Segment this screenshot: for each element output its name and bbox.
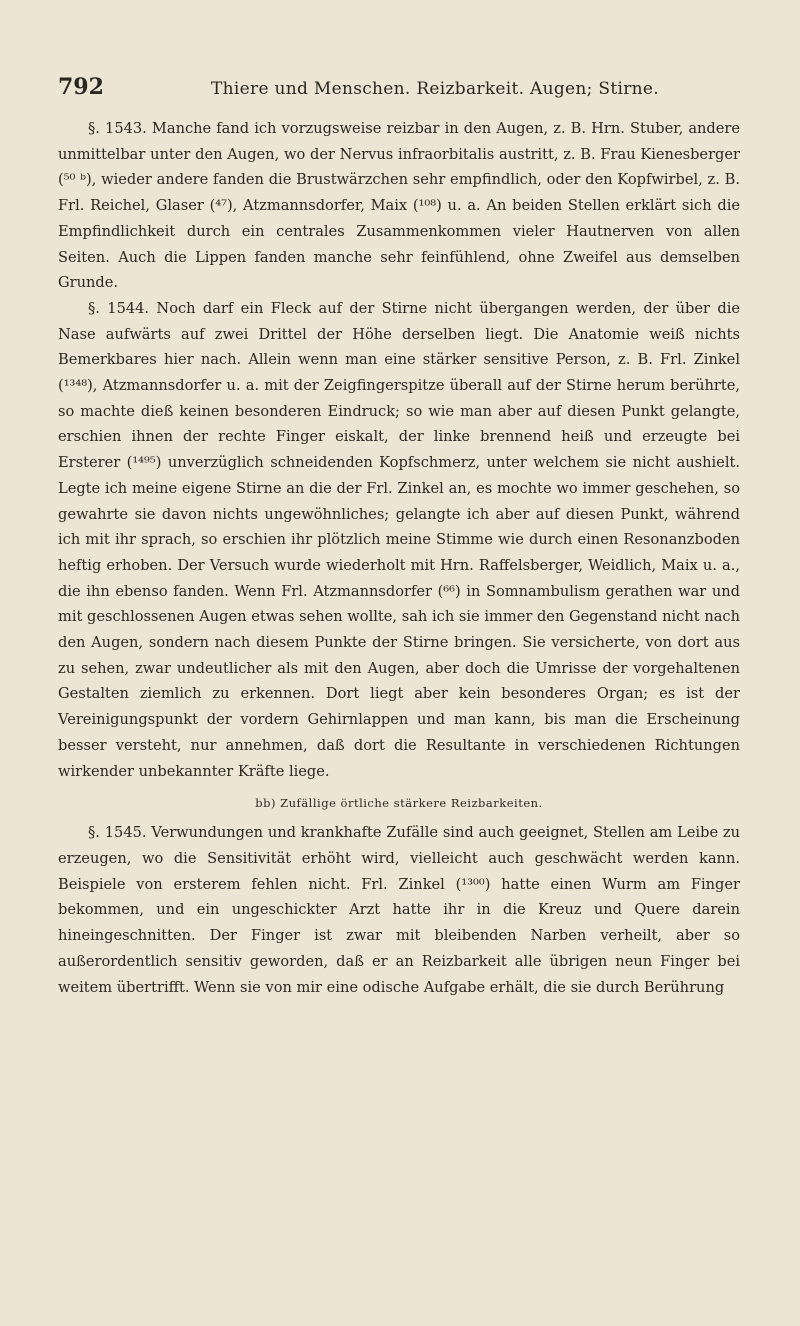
paragraph-text: Manche fand ich vorzugsweise reizbar in den Augen, z. B. Hrn. Stuber, andere unmittelbar unter den Augen, wo der Nervus infraorbitalis austritt, z. B. Frau Kienesberger (⁵⁰ ᵇ), wieder andere fanden die Brustwärzchen sehr empfindlich, oder den Kopfwirbel, z. B. Frl. Reichel, Glaser (⁴⁷), Atzmannsdorfer, Maix (¹⁰⁸) u. a. An beiden Stellen erklärt sich die Empfindlichkeit durch ein centrales Zusammenkommen vieler Hautnerven von allen Seiten. Auch die Lippen fanden manche sehr feinfühlend, ohne Zweifel aus demselben Grunde. [58,120,741,292]
page-header [58,74,740,100]
paragraph-text: Verwundungen und krankhafte Zufälle sind auch geeignet, Stellen am Leibe zu erzeugen, wo die Sensitivität erhöht wird, vielleicht auch geschwächt werden kann. Beispiele von ersterem fehlen nicht. Frl. Zinkel (¹³⁰⁰) hatte einen Wurm am Finger bekommen, und ein ungeschickter Arzt hatte ihr in die Kreuz und Quere darein hineingeschnitten. Der Finger ist zwar mit bleibenden Narben verheilt, aber so außerordentlich sensitiv geworden, daß er an Reizbarkeit alle übrigen neun Finger bei weitem übertrifft. Wenn sie von mir eine odische Aufgabe erhält, die sie durch Berührung [58,824,740,996]
section-number: §. 1543. [88,120,147,137]
paragraph-1545 [58,820,740,1000]
paragraph-1543 [58,116,740,296]
paragraph-1544 [58,296,740,784]
section-number: §. 1545. [88,824,147,842]
running-title: Thiere und Menschen. Reizbarkeit. Augen; Stirne. [211,79,659,99]
page-number: 792 [58,74,104,100]
section-number: §. 1544. [88,299,150,317]
paragraph-text: Noch darf ein Fleck auf der Stirne nicht übergangen werden, der über die Nase aufwärts auf zwei Drittel der Höhe derselben liegt. Die Anatomie weiß nichts Bemerkbares hier nach. Allein wenn man eine stärker sensitive Person, z. B. Frl. Zinkel (¹³⁴⁸), Atzmannsdorfer u. a. mit der Zeigfingerspitze überall auf der Stirne herum berührte, so machte dieß keinen besonderen Eindruck; so wie man aber auf diesen Punkt gelangte, erschien ihnen der rechte Finger eiskalt, der linke brennend heiß und erzeugte bei Ersterer (¹⁴⁹⁵) unverzüglich schneidenden Kopfschmerz, unter welchem sie nicht aushielt. Legte ich meine eigene Stirne an die der Frl. Zinkel an, es mochte wo immer geschehen, so gewahrte sie davon nichts ungewöhnliches; gelangte ich aber auf diesen Punkt, während ich mit ihr sprach, so erschien ihr plötzlich meine Stimme wie durch einen Resonanzboden heftig erhoben. Der Versuch wurde wiederholt mit Hrn. Raffelsberger, Weidlich, Maix u. a., die ihn ebenso fanden. Wenn Frl. Atzmannsdorfer (⁶⁶) in Somnambulism gerathen war und mit geschlossenen Augen etwas sehen wollte, sah ich sie immer den Gegenstand nicht nach den Augen, sondern nach diesem Punkte der Stirne bringen. Sie versicherte, von dort aus zu sehen, zwar undeutlicher als mit den Augen, aber doch die Umrisse der vorgehaltenen Gestalten ziemlich zu erkennen. Dort liegt aber kein besonderes Organ; es ist der Vereinigungspunkt der vordern Gehirnlappen und man kann, bis man die Erscheinung besser versteht, nur annehmen, daß dort die Resultante in verschiedenen Richtungen wirkender unbekannter Kräfte liege. [58,299,740,780]
subheading: bb) Zufällige örtliche stärkere Reizbarkeiten. [255,796,543,811]
